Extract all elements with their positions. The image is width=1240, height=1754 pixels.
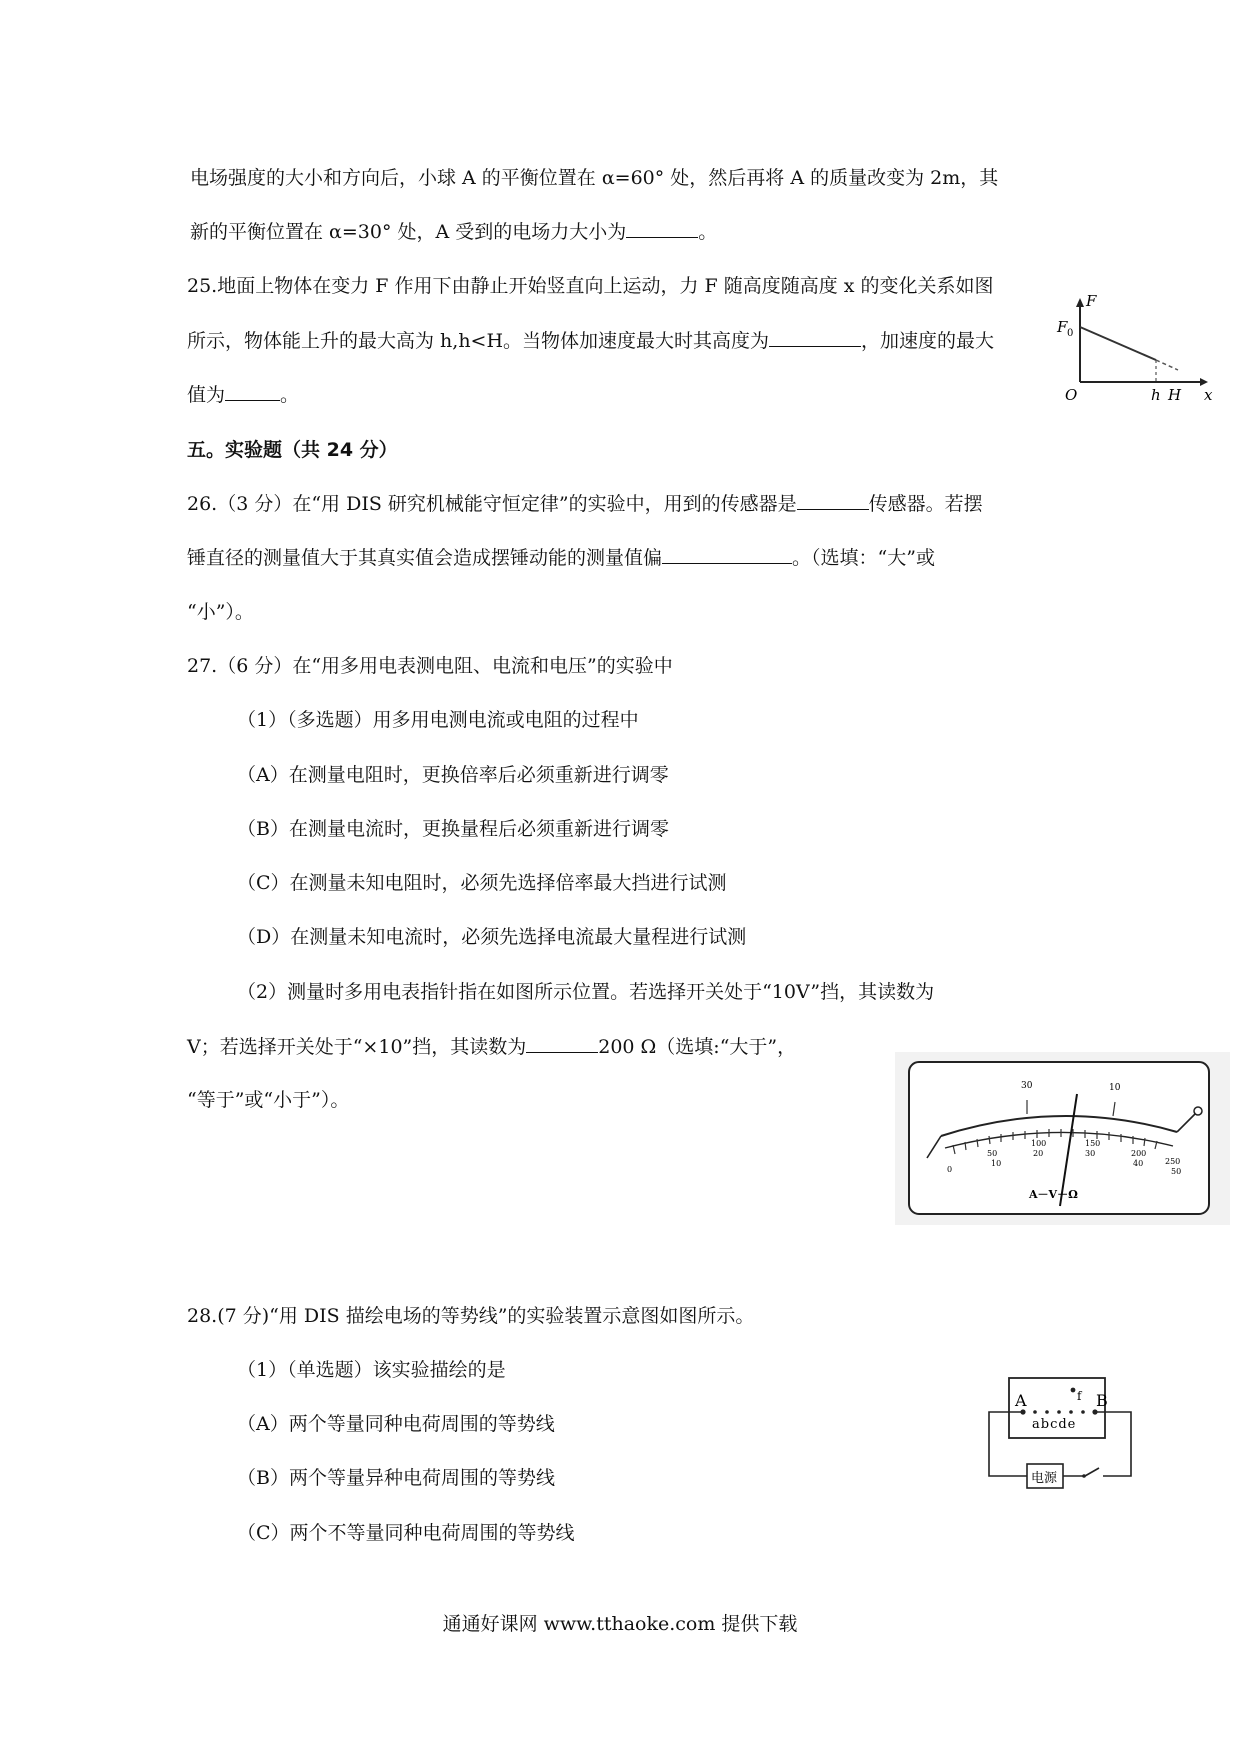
- q25-line-3-end: 。: [280, 384, 300, 406]
- q27-part-2-line-3: “等于”或“小于”）。: [187, 1089, 350, 1111]
- dial-label-50: 50: [987, 1149, 998, 1158]
- circuit-diagram: [985, 1376, 1135, 1496]
- y-axis-arrow-icon: [1076, 298, 1084, 307]
- force-line-dashed: [1156, 360, 1178, 370]
- graph-label-F: F: [1086, 292, 1097, 310]
- wire-right: [1095, 1412, 1131, 1476]
- q27-part-2-line-2-end: 200 Ω（选填:“大于”，: [598, 1036, 797, 1058]
- dial-label-50b: 50: [1171, 1167, 1182, 1176]
- graph-label-h: h: [1151, 386, 1161, 404]
- answer-blank: [797, 491, 869, 510]
- dial-label-0: 0: [947, 1165, 953, 1174]
- dial-top-10: 10: [1109, 1083, 1121, 1093]
- intro-line-2-end: 。: [698, 221, 718, 243]
- q27-title: 27.（6 分）在“用多用电表测电阻、电流和电压”的实验中: [187, 655, 673, 677]
- q27-part-2-line-2: [187, 1034, 796, 1059]
- force-height-graph: [1056, 292, 1216, 404]
- page-footer: 通通好课网 www.tthaoke.com 提供下载: [442, 1613, 798, 1635]
- q25-line-1: 25.地面上物体在变力 F 作用下由静止开始竖直向上运动，力 F 随高度随高度 x 的变化关系如图: [187, 275, 994, 297]
- q28-part-1: （1）（单选题）该实验描绘的是: [237, 1359, 506, 1381]
- graph-label-F0-sub: 0: [1067, 328, 1074, 339]
- dial-label-20: 20: [1033, 1149, 1044, 1158]
- electrode-a-label: A: [1015, 1391, 1027, 1410]
- intro-line-1: 电场强度的大小和方向后，小球 A 的平衡位置在 α=60° 处，然后再将 A 的质量改变为 2m，其: [190, 167, 999, 189]
- dial-top-30: 30: [1021, 1081, 1033, 1091]
- dial-label-100: 100: [1031, 1139, 1047, 1148]
- dial-label-10: 10: [991, 1159, 1002, 1168]
- switch-lever-icon: [1085, 1468, 1099, 1476]
- point-f-icon: [1071, 1388, 1076, 1393]
- q27-part-2-line-2-text: V；若选择开关处于“×10”挡，其读数为: [187, 1036, 527, 1058]
- multimeter-dial: [905, 1060, 1225, 1220]
- graph-label-F0: F: [1057, 318, 1068, 336]
- dial-label-30: 30: [1085, 1149, 1096, 1158]
- q28-option-c: （C）两个不等量同种电荷周围的等势线: [237, 1522, 575, 1544]
- q28-title: 28.(7 分)“用 DIS 描绘电场的等势线”的实验装置示意图如图所示。: [187, 1305, 755, 1327]
- q25-line-3: [187, 382, 299, 407]
- q26-line-2-text: 锤直径的测量值大于其真实值会造成摆锤动能的测量值偏: [187, 547, 663, 569]
- q27-option-a: （A）在测量电阻时，更换倍率后必须重新进行调零: [237, 764, 669, 786]
- point-f-label: f: [1077, 1389, 1082, 1403]
- q27-part-1: （1）（多选题）用多用电测电流或电阻的过程中: [237, 709, 639, 731]
- q26-line-2: [187, 545, 935, 570]
- graph-label-H: H: [1168, 386, 1182, 404]
- q26-line-1: [187, 491, 983, 516]
- q25-line-2: [187, 328, 994, 353]
- probe-points-label: abcde: [1032, 1417, 1077, 1432]
- dial-label-200: 200: [1131, 1149, 1147, 1158]
- graph-label-x: x: [1204, 386, 1213, 404]
- q27-option-b: （B）在测量电流时，更换量程后必须重新进行调零: [237, 818, 669, 840]
- q25-line-3-text: 值为: [187, 384, 226, 406]
- wire-left: [989, 1412, 1027, 1476]
- switch-contact-icon: [1082, 1474, 1086, 1478]
- q26-line-2-end: 。（选填：“大”或: [792, 547, 935, 569]
- q26-line-1-text: 26.（3 分）在“用 DIS 研究机械能守恒定律”的实验中，用到的传感器是: [187, 493, 797, 515]
- electrode-b-label: B: [1096, 1391, 1108, 1410]
- answer-blank: [626, 219, 698, 238]
- x-axis-arrow-icon: [1200, 378, 1208, 386]
- force-height-graph-svg: [1056, 292, 1216, 404]
- answer-blank: [662, 545, 792, 564]
- q26-line-1-end: 传感器。若摆: [868, 493, 983, 515]
- intro-line-2: [190, 219, 717, 244]
- q28-option-a: （A）两个等量同种电荷周围的等势线: [237, 1413, 555, 1435]
- force-line: [1080, 327, 1156, 360]
- multimeter-dial-svg: [905, 1060, 1225, 1220]
- q28-option-b: （B）两个等量异种电荷周围的等势线: [237, 1467, 555, 1489]
- dial-mode-label: A－V－Ω: [1029, 1188, 1078, 1201]
- dial-label-40: 40: [1133, 1159, 1144, 1168]
- dial-label-250: 250: [1165, 1157, 1181, 1166]
- section-heading: 五。实验题（共 24 分）: [187, 439, 398, 461]
- answer-blank: [526, 1034, 598, 1053]
- intro-line-2-text: 新的平衡位置在 α=30° 处，A 受到的电场力大小为: [190, 221, 627, 243]
- probe-points: [1033, 1410, 1085, 1414]
- q26-line-3: “小”）。: [187, 601, 254, 623]
- q25-line-2-text: 所示，物体能上升的最大高为 h,h<H。当物体加速度最大时其高度为: [187, 330, 770, 352]
- circuit-diagram-svg: [985, 1376, 1135, 1496]
- q27-option-c: （C）在测量未知电阻时，必须先选择倍率最大挡进行试测: [237, 872, 727, 894]
- q27-part-2: （2）测量时多用电表指针指在如图所示位置。若选择开关处于“10V”挡，其读数为: [237, 981, 935, 1003]
- graph-label-O: O: [1065, 386, 1078, 404]
- answer-blank: [225, 382, 280, 401]
- dial-label-150: 150: [1085, 1139, 1101, 1148]
- q27-option-d: （D）在测量未知电流时，必须先选择电流最大量程进行试测: [237, 926, 747, 948]
- q25-line-2-end: ，加速度的最大: [861, 330, 995, 352]
- power-source-label: 电源: [1031, 1471, 1058, 1486]
- answer-blank: [769, 328, 861, 347]
